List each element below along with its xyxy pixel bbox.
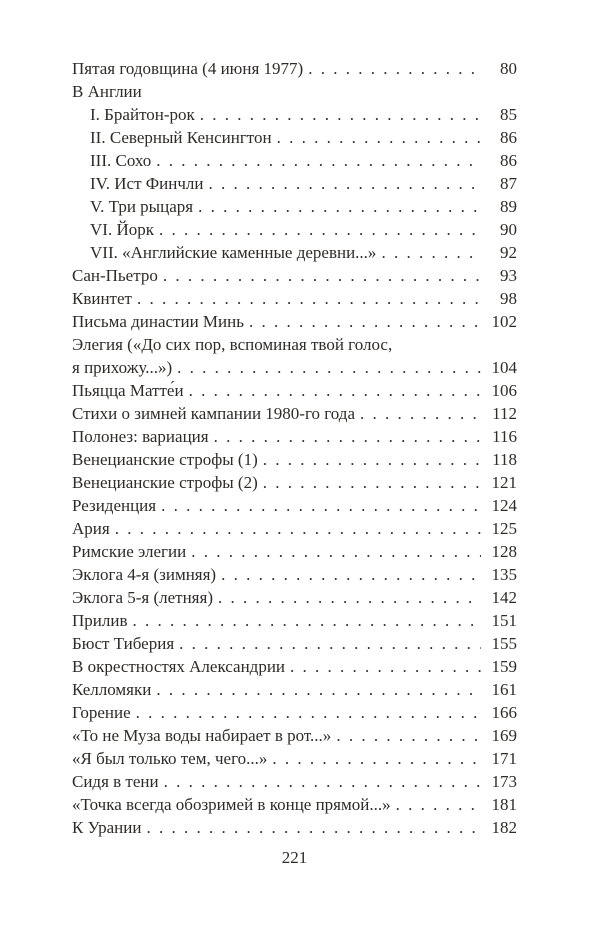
toc-entry-page: 87 [500, 174, 517, 193]
toc-entry-title: III. Сохо [90, 151, 152, 170]
toc-entry-title: VII. «Английские каменные деревни...» [90, 243, 377, 262]
toc-entry-title: Горение [72, 703, 131, 722]
dot-leader [163, 264, 481, 287]
toc-entry-title: Прилив [72, 611, 128, 630]
toc-entry [72, 356, 517, 379]
dot-leader [272, 747, 481, 770]
toc-entry-title: Резиденция [72, 496, 157, 515]
toc-entry-page: 118 [492, 450, 517, 469]
toc-entry-title: Венецианские строфы (1) [72, 450, 258, 469]
toc-entry-title: I. Брайтон-рок [90, 105, 195, 124]
dot-leader [177, 356, 481, 379]
toc-entry-title: Эклога 4-я (зимняя) [72, 565, 217, 584]
toc-entry [72, 586, 517, 609]
toc-entry-title: «Точка всегда обозримей в конце прямой...» [72, 795, 391, 814]
dot-leader [200, 103, 481, 126]
toc-entry [72, 126, 517, 149]
toc-entry [72, 103, 517, 126]
dot-leader [137, 287, 481, 310]
toc-entry [72, 310, 517, 333]
toc-entry [72, 517, 517, 540]
toc-entry-page: 121 [491, 473, 517, 492]
dot-leader [249, 310, 481, 333]
toc-entry-page: 151 [491, 611, 517, 630]
toc-entry-title: Сан-Пьетро [72, 266, 158, 285]
toc-entry-page: 104 [491, 358, 517, 377]
toc-entry-page: 155 [491, 634, 517, 653]
dot-leader [396, 793, 481, 816]
toc-entry [72, 218, 517, 241]
toc-entry-title: «Я был только тем, чего...» [72, 749, 268, 768]
toc-entry-title: В окрестностях Александрии [72, 657, 286, 676]
dot-leader [209, 172, 481, 195]
toc-entry [72, 770, 517, 793]
toc-entry-title: Полонез: вариация [72, 427, 209, 446]
toc-entry-title: Стихи о зимней кампании 1980-го года [72, 404, 356, 423]
dot-leader [159, 218, 481, 241]
dot-leader [161, 494, 481, 517]
dot-leader [277, 126, 481, 149]
toc-entry-title: К Урании [72, 818, 142, 837]
toc-entry [72, 655, 517, 678]
dot-leader [308, 57, 481, 80]
toc-entry-title: Квинтет [72, 289, 132, 308]
toc-entry-page: 181 [491, 795, 517, 814]
dot-leader [263, 471, 481, 494]
dot-leader [156, 149, 481, 172]
dot-leader [146, 816, 481, 839]
toc-entry [72, 632, 517, 655]
toc-entry-title: IV. Ист Финчли [90, 174, 204, 193]
toc-entry-page: 125 [491, 519, 517, 538]
toc-entry-title: Бюст Тиберия [72, 634, 175, 653]
dot-leader [132, 609, 481, 632]
toc-entry [72, 563, 517, 586]
toc-entry [72, 793, 517, 816]
toc-entry-title: II. Северный Кенсингтон [90, 128, 272, 147]
toc-entry [72, 287, 517, 310]
toc-entry-page: 86 [500, 151, 517, 170]
dot-leader [221, 563, 481, 586]
toc-entry [72, 471, 517, 494]
toc-entry [72, 609, 517, 632]
dot-leader [290, 655, 481, 678]
toc-entry [72, 816, 517, 839]
toc-entry-page: 159 [491, 657, 517, 676]
dot-leader [164, 770, 481, 793]
toc-entry [72, 701, 517, 724]
toc-entry-title: Пьяцца Матте́и [72, 381, 184, 400]
toc-entry-title: Венецианские строфы (2) [72, 473, 258, 492]
dot-leader [198, 195, 481, 218]
toc-entry [72, 172, 517, 195]
toc-entry-page: 169 [491, 726, 517, 745]
toc-entry [72, 724, 517, 747]
toc-entry-page: 182 [491, 818, 517, 837]
toc-entry-page: 173 [491, 772, 517, 791]
toc-entry [72, 425, 517, 448]
dot-leader [115, 517, 481, 540]
dot-leader [214, 425, 481, 448]
toc-entry-page: 171 [491, 749, 517, 768]
toc-entry-page: 86 [500, 128, 517, 147]
toc-entry [72, 747, 517, 770]
toc-entry-page: 89 [500, 197, 517, 216]
dot-leader [179, 632, 481, 655]
toc-entry [72, 540, 517, 563]
toc-entry-page: 166 [491, 703, 517, 722]
toc-entry-page: 142 [491, 588, 517, 607]
toc-entry-page: 80 [500, 59, 517, 78]
toc-entry-title: Ария [72, 519, 110, 538]
toc-entry [72, 494, 517, 517]
toc-entry-page: 85 [500, 105, 517, 124]
toc-entry [72, 379, 517, 402]
dot-leader [156, 678, 481, 701]
toc-entry-title: VI. Йорк [90, 220, 154, 239]
toc-entry-page: 92 [500, 243, 517, 262]
toc-entry-title: «То не Муза воды набирает в рот...» [72, 726, 332, 745]
toc-entry-page: 128 [491, 542, 517, 561]
table-of-contents [72, 57, 517, 839]
toc-entry-title: Сидя в тени [72, 772, 159, 791]
toc-entry [72, 448, 517, 471]
toc-entry-page: 106 [491, 381, 517, 400]
toc-entry [72, 149, 517, 172]
toc-entry [72, 333, 517, 356]
toc-entry [72, 57, 517, 80]
dot-leader [381, 241, 481, 264]
dot-leader [218, 586, 481, 609]
toc-entry [72, 678, 517, 701]
toc-entry-page: 98 [500, 289, 517, 308]
toc-entry [72, 195, 517, 218]
folio-page-number: 221 [281, 848, 308, 867]
toc-entry [72, 402, 517, 425]
toc-entry-title: Эклога 5-я (летняя) [72, 588, 213, 607]
dot-leader [191, 540, 481, 563]
toc-entry [72, 80, 517, 103]
toc-entry-page: 90 [500, 220, 517, 239]
toc-entry-page: 161 [491, 680, 517, 699]
toc-entry-title: V. Три рыцаря [90, 197, 194, 216]
dot-leader [336, 724, 481, 747]
toc-entry-page: 93 [500, 266, 517, 285]
toc-entry-title: Письма династии Минь [72, 312, 244, 331]
toc-entry-title: Римские элегии [72, 542, 187, 561]
toc-entry-page: 135 [491, 565, 517, 584]
dot-leader [360, 402, 481, 425]
toc-entry-page: 102 [491, 312, 517, 331]
toc-entry-page: 112 [492, 404, 517, 423]
toc-entry-title: Элегия («До сих пор, вспоминая твой голос, [72, 335, 393, 354]
toc-entry-title: Келломяки [72, 680, 152, 699]
dot-leader [136, 701, 481, 724]
dot-leader [263, 448, 481, 471]
toc-entry-page: 116 [492, 427, 517, 446]
toc-entry [72, 241, 517, 264]
toc-entry-title: Пятая годовщина (4 июня 1977) [72, 59, 304, 78]
toc-entry-page: 124 [491, 496, 517, 515]
toc-entry-title: я прихожу...») [72, 358, 173, 377]
toc-entry [72, 264, 517, 287]
dot-leader [189, 379, 481, 402]
toc-entry-title: В Англии [72, 82, 142, 101]
